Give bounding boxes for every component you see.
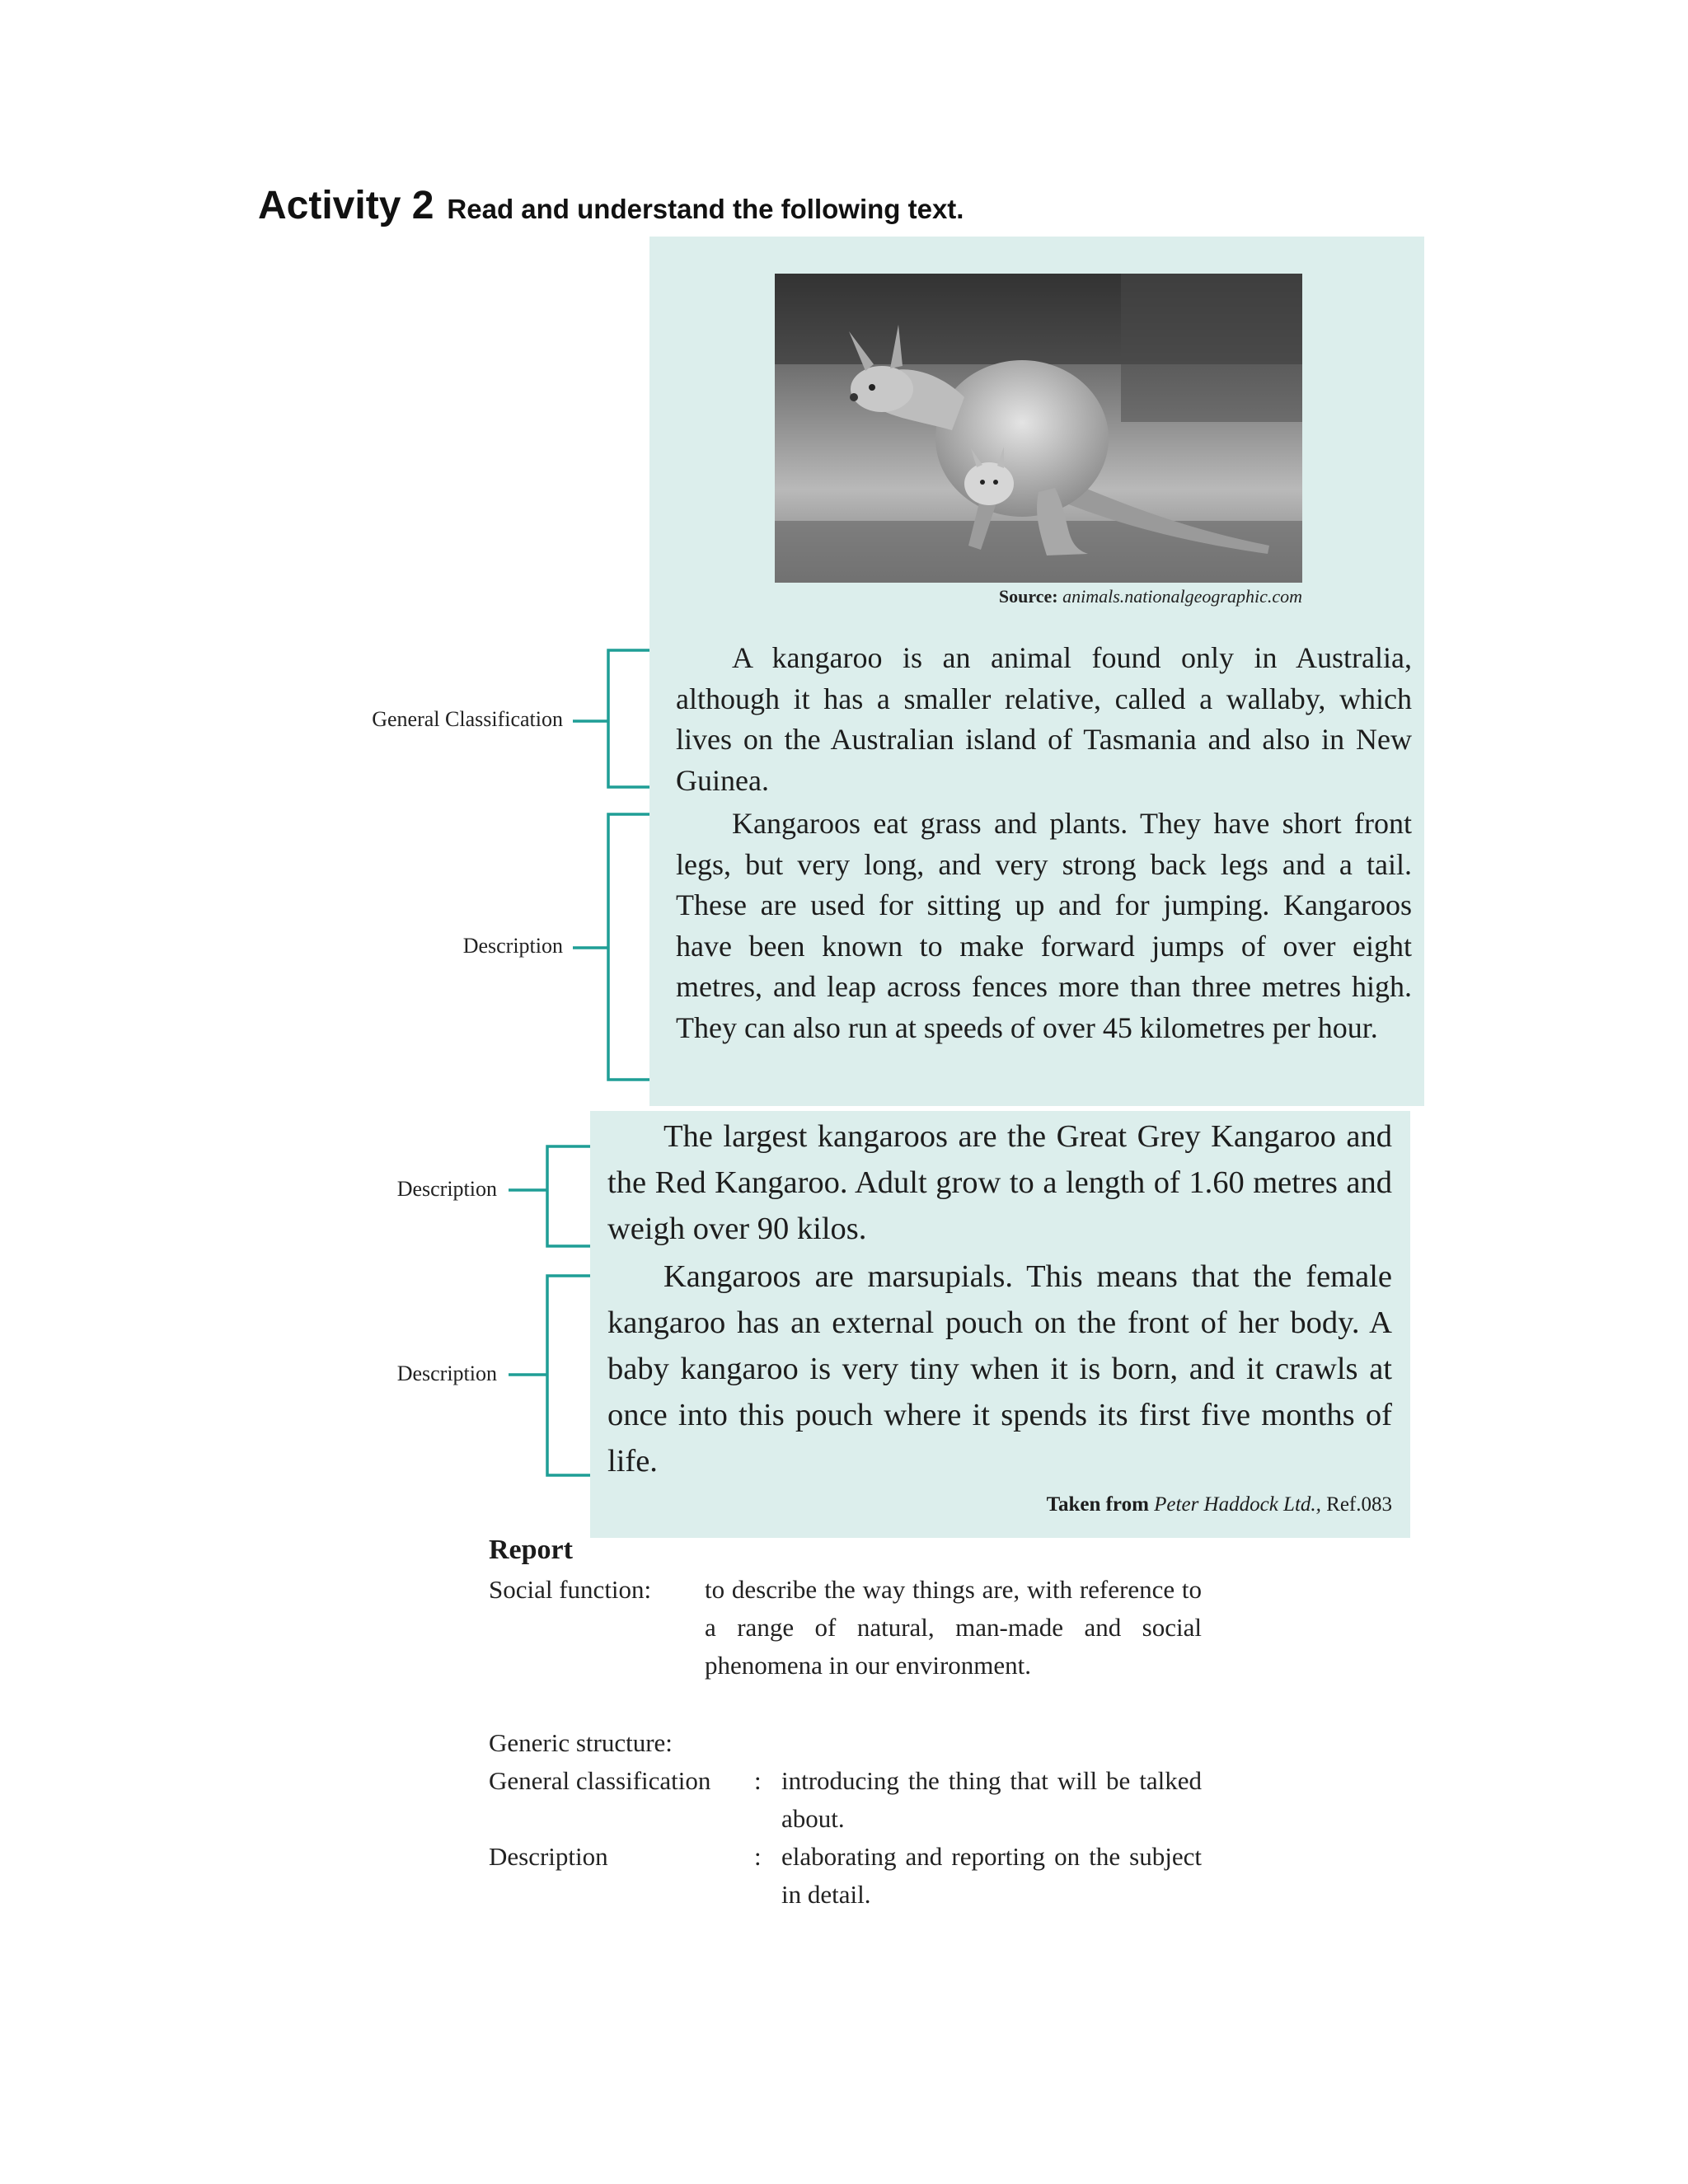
social-function-label: Social function: <box>489 1575 652 1604</box>
report-title: Report <box>489 1535 573 1565</box>
paragraph-1-text: A kangaroo is an animal found only in Australia, although it has a smaller relative, called a wallaby, which lives on the Australian island of Tasmania and also in New Guinea. <box>676 641 1412 797</box>
general-classification-label: General classification <box>489 1766 711 1795</box>
paragraph-4-text: Kangaroos are marsupials. This means that the female kangaroo has an external pouch on the front of her body. A baby kangaroo is very tiny when it is born, and it crawls at once into this pouch where it spends its first five months of life. <box>607 1259 1392 1479</box>
label-description-3: Description <box>396 1361 497 1385</box>
paragraph-description-3 <box>607 1254 1392 1484</box>
photo-source-label: Source: <box>998 586 1058 607</box>
label-description-2: Description <box>396 1177 497 1201</box>
social-function-text: to describe the way things are, with reference to a range of natural, man-made and social phenomena in our environment. <box>705 1575 1202 1680</box>
kangaroo-photo <box>775 274 1302 583</box>
description-text: elaborating and reporting on the subject in detail. <box>781 1842 1202 1909</box>
description-colon: : <box>754 1842 762 1871</box>
paragraph-description-2 <box>607 1113 1392 1252</box>
general-classification-colon: : <box>754 1766 762 1795</box>
credit-ref: Ref.083 <box>1326 1493 1392 1516</box>
generic-structure-label: Generic structure: <box>489 1728 673 1757</box>
credit-publisher: Peter Haddock Ltd., <box>1154 1493 1321 1516</box>
bracket-description-2 <box>509 1146 590 1246</box>
bracket-description-1 <box>573 814 649 1080</box>
kangaroo-photo-image <box>775 274 1302 583</box>
activity-title: Activity 2 <box>258 184 434 227</box>
label-description-1: Description <box>462 934 563 958</box>
paragraph-general-classification <box>676 638 1412 801</box>
activity-instruction: Read and understand the following text. <box>447 194 964 224</box>
photo-source-url: animals.nationalgeographic.com <box>1062 586 1302 607</box>
general-classification-text: introducing the thing that will be talked about. <box>781 1766 1202 1833</box>
photo-source <box>775 586 1302 607</box>
bracket-general-classification <box>573 650 649 787</box>
bracket-description-3 <box>509 1276 590 1475</box>
label-general-classification: General Classification <box>372 707 563 731</box>
source-credit <box>607 1493 1392 1516</box>
credit-prefix: Taken from <box>1046 1493 1149 1516</box>
activity-heading <box>258 183 964 228</box>
paragraph-2-text: Kangaroos eat grass and plants. They have short front legs, but very long, and very strong back legs and a tail. These are used for sitting up and for jumping. Kangaroos have been known to make forward jumps of over eight metres, and leap across fences more than three metres high. They can also run at speeds of over 45 kilometres per hour. <box>676 807 1412 1044</box>
description-label: Description <box>489 1842 608 1871</box>
paragraph-description-1 <box>676 804 1412 1048</box>
paragraph-3-text: The largest kangaroos are the Great Grey Kangaroo and the Red Kangaroo. Adult grow to a length of 1.60 metres and weigh over 90 kilos. <box>607 1119 1392 1246</box>
